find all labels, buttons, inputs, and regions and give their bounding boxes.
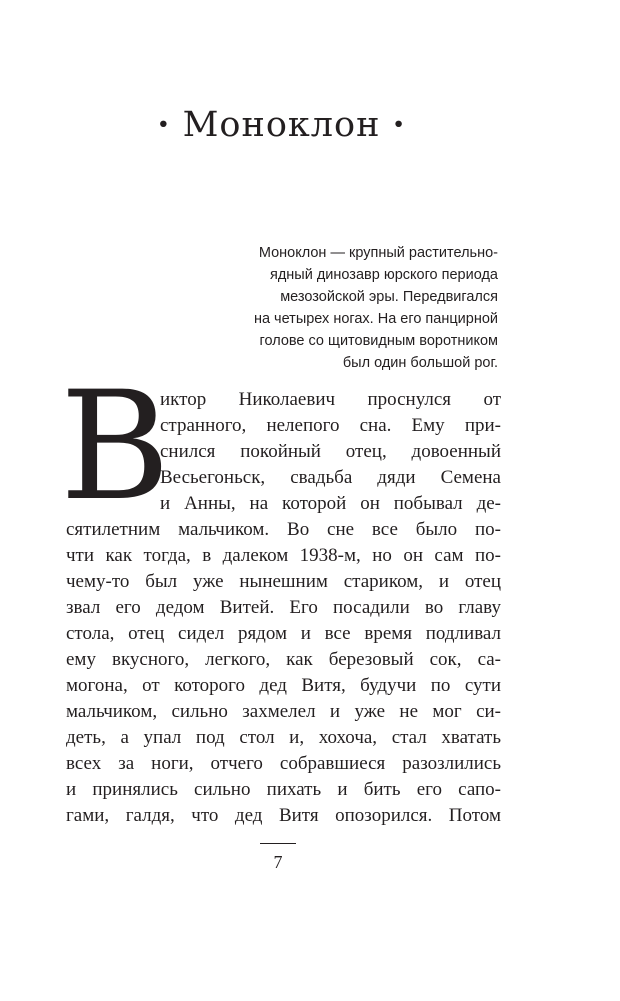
chapter-title-text: Моноклон xyxy=(182,105,381,145)
epigraph-line: мезозойской эры. Передвигался xyxy=(280,289,498,305)
title-ornament-right: · xyxy=(392,104,406,145)
body-line: иктор Николаевич проснулся от xyxy=(160,389,501,410)
body-line: и принялись сильно пихать и бить его сапо- xyxy=(66,779,501,800)
body-line: могона, от которого дед Витя, будучи по сути xyxy=(66,675,501,696)
epigraph-line: был один большой рог. xyxy=(342,355,498,371)
body-line: сятилетним мальчиком. Во сне все было по- xyxy=(66,519,501,540)
title-ornament-left: · xyxy=(157,104,171,145)
epigraph-line: ядный динозавр юрского периода xyxy=(269,267,498,283)
body-line: гами, галдя, что дед Витя опозорился. Потом xyxy=(66,805,501,826)
epigraph xyxy=(228,242,498,374)
body-line: звал его дедом Витей. Его посадили во главу xyxy=(66,597,501,618)
body-line: стола, отец сидел рядом и все время подливал xyxy=(66,623,501,644)
body-line: ему вкусного, легкого, как березовый сок, са- xyxy=(66,649,501,670)
page-number: 7 xyxy=(273,852,283,872)
body-line: мальчиком, сильно захмелел и уже не мог си- xyxy=(66,701,501,722)
chapter-title xyxy=(0,100,563,150)
body-line: Весьегоньск, свадьба дяди Семена xyxy=(160,467,501,488)
body-line: снился покойный отец, довоенный xyxy=(160,441,501,462)
epigraph-line: голове со щитовидным воротником xyxy=(259,333,498,349)
body-line: деть, а упал под стол и, хохоча, стал хватать xyxy=(66,727,501,748)
drop-cap: В xyxy=(60,360,171,534)
page-number-rule xyxy=(260,843,296,844)
body-line: всех за ноги, отчего собравшиеся разозлились xyxy=(66,753,501,774)
body-line: и Анны, на которой он побывал де- xyxy=(160,493,501,514)
body-line: чти как тогда, в далеком 1938-м, но он сам по- xyxy=(66,545,501,566)
body-line: чему-то был уже нынешним стариком, и отец xyxy=(66,571,501,592)
epigraph-line: Моноклон — крупный растительно- xyxy=(258,245,498,261)
epigraph-line: на четырех ногах. На его панцирной xyxy=(253,311,498,327)
body-line: странного, нелепого сна. Ему при- xyxy=(160,415,501,436)
